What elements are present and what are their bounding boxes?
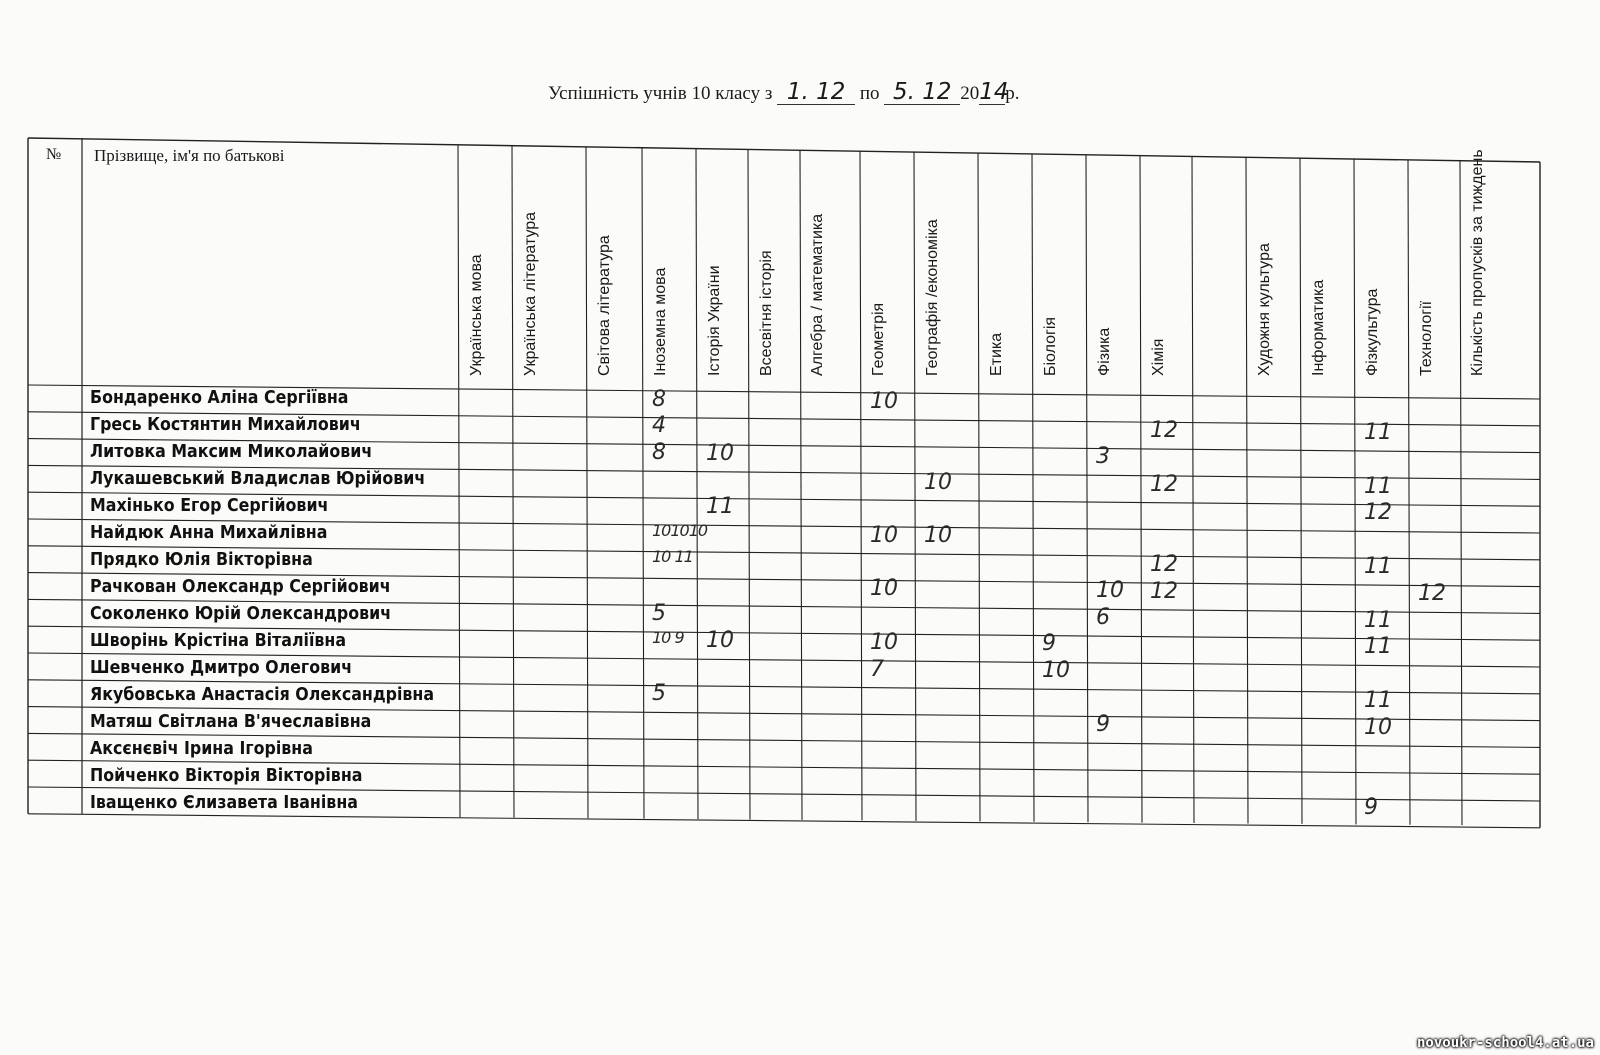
grade-mark: 12 — [1364, 500, 1392, 526]
column-divider — [1032, 154, 1034, 822]
column-divider — [1460, 161, 1462, 825]
student-name: Прядко Юлія Вікторівна — [90, 549, 313, 570]
subject-header: Технології — [1418, 300, 1435, 376]
subject-header: Етика — [988, 332, 1005, 376]
title-end: р. — [1005, 83, 1020, 104]
subject-header: Українська література — [522, 211, 539, 376]
student-name: Литовка Максим Миколайович — [90, 441, 373, 462]
grade-mark: 5 — [652, 601, 666, 627]
grade-mark: 10 — [706, 440, 734, 466]
student-name: Соколенко Юрій Олександрович — [90, 603, 392, 624]
grade-mark: 9 — [1042, 631, 1056, 657]
grade-mark: 10 — [1096, 578, 1124, 604]
year-suffix: 14 — [979, 79, 1009, 105]
column-divider — [586, 147, 588, 818]
grade-mark: 12 — [1150, 471, 1178, 497]
student-name: Шворінь Крістіна Віталіївна — [90, 630, 347, 651]
grade-mark: 10 — [924, 523, 952, 549]
grade-mark: 11 — [1364, 607, 1392, 633]
grade-mark: 11 — [1364, 634, 1392, 660]
grade-mark: 6 — [1096, 605, 1110, 631]
year-prefix: 20 — [960, 83, 980, 104]
grade-mark: 12 — [1150, 552, 1178, 578]
column-divider — [860, 151, 862, 820]
subject-header: Географія /економіка — [924, 219, 941, 376]
subject-header: Геометрія — [870, 302, 887, 376]
row-divider — [28, 814, 1540, 828]
column-divider — [1300, 158, 1302, 824]
date-from: 1. 12 — [777, 80, 855, 105]
grade-mark: 8 — [652, 440, 666, 466]
column-divider — [914, 152, 916, 821]
grade-mark: 10 — [870, 629, 898, 655]
subject-header: Історія України — [706, 265, 723, 376]
column-divider — [748, 149, 750, 819]
grade-mark: 10 — [870, 522, 898, 548]
student-name: Якубовська Анастасія Олександрівна — [90, 684, 435, 705]
grade-mark: 12 — [1150, 418, 1178, 444]
grade-mark: 11 — [1364, 688, 1392, 714]
grade-mark: 3 — [1096, 444, 1110, 470]
grade-mark: 8 — [652, 386, 666, 412]
header-name: Прізвище, ім'я по батькові — [94, 146, 285, 165]
grade-mark: 10 — [924, 469, 952, 495]
grade-mark: 11 — [1364, 420, 1392, 446]
column-divider — [1354, 159, 1356, 824]
student-name: Рачкован Олександр Сергійович — [90, 576, 391, 597]
subject-header: Хімія — [1150, 338, 1167, 376]
title-middle: по — [859, 83, 880, 104]
column-divider — [1408, 160, 1410, 825]
subject-header: Біологія — [1042, 316, 1059, 376]
grade-mark: 11 — [1364, 473, 1392, 499]
date-to: 5. 12 — [884, 80, 960, 105]
student-name: Бондаренко Аліна Сергіївна — [90, 387, 349, 408]
subject-header: Іноземна мова — [652, 267, 669, 376]
column-divider — [800, 150, 802, 820]
grade-mark: 10 — [706, 628, 734, 654]
student-name: Пойченко Вікторія Вікторівна — [90, 765, 363, 786]
student-name: Найдюк Анна Михайлівна — [90, 522, 328, 543]
column-divider — [978, 153, 980, 821]
subject-header: Кількість пропусків за тиждень — [1469, 149, 1486, 376]
column-divider — [1140, 156, 1142, 823]
student-name: Матяш Світлана В'ячеславівна — [90, 711, 372, 732]
grade-mark: 10 — [870, 388, 898, 414]
grade-mark: 10 9 — [652, 627, 684, 647]
student-name: Лукашевський Владислав Юрійович — [90, 468, 426, 489]
grade-mark: 11 — [706, 494, 734, 520]
column-divider — [1086, 155, 1088, 822]
subject-header: Світова література — [596, 235, 613, 376]
column-divider — [458, 145, 460, 817]
header-number: № — [46, 146, 62, 163]
grade-mark: 9 — [1096, 712, 1110, 738]
subject-header: Українська мова — [468, 254, 485, 376]
grade-mark: 12 — [1150, 578, 1178, 604]
grade-mark: 10 11 — [652, 547, 693, 567]
grade-mark: 9 — [1364, 795, 1378, 821]
column-divider — [1192, 156, 1194, 823]
subject-header: Художня культура — [1256, 243, 1273, 376]
title-prefix: Успішність учнів 10 класу з — [548, 83, 773, 104]
grade-mark: 7 — [870, 656, 884, 682]
column-divider — [1246, 157, 1248, 823]
student-name: Аксєнєвіч Ірина Ігорівна — [90, 738, 313, 759]
grade-mark: 10 — [1364, 714, 1392, 740]
column-divider — [642, 148, 644, 819]
subject-header: Фізика — [1096, 327, 1113, 376]
subject-header: Алгебра / математика — [809, 213, 826, 376]
grade-mark: 10 — [1042, 658, 1070, 684]
column-divider — [696, 149, 698, 819]
grade-mark: 11 — [1364, 554, 1392, 580]
grade-mark: 101010 — [652, 520, 708, 540]
column-divider — [512, 146, 514, 818]
student-name: Шевченко Дмитро Олегович — [90, 657, 353, 678]
grade-mark: 5 — [652, 681, 666, 707]
grade-mark: 12 — [1418, 581, 1446, 607]
subject-header: Інформатика — [1310, 279, 1327, 376]
student-name: Іващенко Єлизавета Іванівна — [90, 792, 358, 813]
grade-mark: 10 — [870, 576, 898, 602]
student-name: Гресь Костянтин Михайлович — [90, 414, 361, 435]
grade-mark: 4 — [652, 413, 666, 439]
watermark: novoukr-school4.at.ua — [1416, 1035, 1594, 1051]
subject-header: Фізкультура — [1364, 288, 1381, 376]
subject-header: Всесвітня історія — [758, 250, 775, 376]
student-name: Махінько Егор Сергійович — [90, 495, 329, 516]
